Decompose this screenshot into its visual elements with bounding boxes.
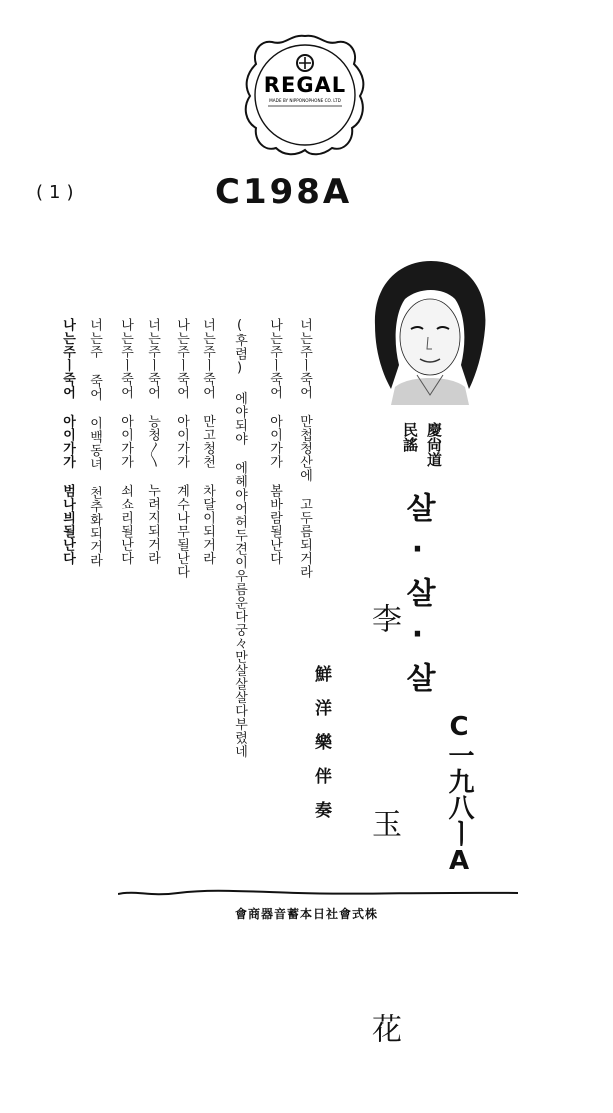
regal-label-logo <box>240 30 370 160</box>
lyric-line: 너는주ㅣ죽어 만고청천 차달이되거라 <box>200 318 215 565</box>
catalog-number: C一九八ㅣA <box>444 712 474 876</box>
lyric-line: 나는주ㅣ죽어 아이가가 범나븨될난다 <box>60 318 75 565</box>
lyric-line: 나는주ㅣ죽어 아이가가 계수나무될난다 <box>174 318 189 579</box>
lyric-line: 너는주ㅣ죽어 만첩청산에 고두름되거라 <box>297 318 312 579</box>
lyric-line: 나는주ㅣ죽어 아이가가 봄바람될난다 <box>267 318 282 565</box>
lyric-line: 너는주ㅣ죽어 능청〱 누려지되거라 <box>145 318 160 565</box>
label-small-text: MADE BY NIPPONOPHONE CO. LTD <box>269 98 341 103</box>
footer-rule <box>118 888 518 898</box>
song-title: 살·살·살 <box>400 492 435 702</box>
publisher-line: 株式會社日本蓄音器商會 <box>234 907 378 921</box>
singer-portrait <box>365 255 495 405</box>
genre-line-2: 民謠 <box>401 422 419 452</box>
genre-line-1: 慶尙道 <box>425 422 443 467</box>
lyric-line: 나는주ㅣ죽어 아이가가 쇠쇼리될난다 <box>118 318 133 565</box>
lyric-line: (후렴) 에야되야 에헤야어허두견이우름운다궁々만살살살다부렸네 <box>232 318 247 758</box>
label-brand-text: REGAL <box>263 73 347 97</box>
page-number: (1) <box>36 182 80 203</box>
lyric-line: 너는주 죽어 이백동녀 천추화되거라 <box>87 318 102 567</box>
orchestra-name: 鮮洋樂伴奏 <box>311 665 331 835</box>
singer-name: 李 玉 花 <box>366 603 401 1113</box>
record-number: C198A <box>215 172 353 212</box>
